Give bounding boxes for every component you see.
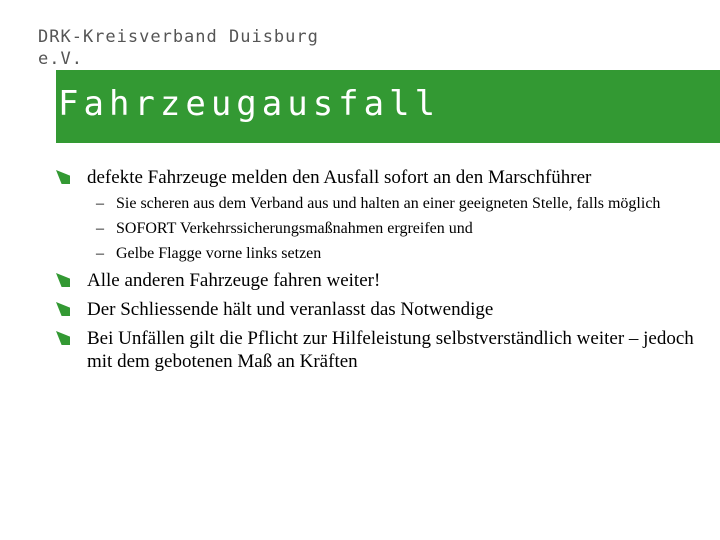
sub-list-item	[56, 194, 676, 214]
organization-name: DRK-Kreisverband Duisburg	[38, 27, 319, 47]
organization-suffix: e.V.	[38, 49, 83, 69]
dash-marker: –	[96, 220, 104, 237]
dash-marker: –	[96, 245, 104, 262]
green-diamond-bullet-icon	[56, 331, 70, 345]
sub-list	[56, 194, 696, 264]
green-diamond-bullet-icon	[56, 273, 70, 287]
list-item	[56, 327, 696, 373]
sub-list-item-text: Sie scheren aus dem Verband aus und halten an einer geeigneten Stelle, falls möglich	[116, 195, 661, 212]
list-item-text: Bei Unfällen gilt die Pflicht zur Hilfeleistung selbstverständlich weiter – jedoch mit dem gebotenen Maß an Kräften	[87, 328, 694, 372]
sub-list-item	[56, 219, 676, 239]
list-item-text: defekte Fahrzeuge melden den Ausfall sofort an den Marschführer	[87, 167, 592, 188]
slide-title: Fahrzeugausfall	[58, 84, 441, 124]
organization-header	[38, 26, 458, 70]
list-item-text: Der Schliessende hält und veranlasst das Notwendige	[87, 299, 494, 320]
list-item-text: Alle anderen Fahrzeuge fahren weiter!	[87, 270, 381, 291]
sub-list-item-text: SOFORT Verkehrssicherungsmaßnahmen ergreifen und	[116, 220, 473, 237]
list-item	[56, 298, 696, 321]
sub-list-item-text: Gelbe Flagge vorne links setzen	[116, 245, 322, 262]
green-diamond-bullet-icon	[56, 170, 70, 184]
bullet-list	[56, 166, 696, 379]
title-bar	[56, 70, 720, 143]
sub-list-item	[56, 244, 676, 264]
list-item	[56, 269, 696, 292]
green-diamond-bullet-icon	[56, 302, 70, 316]
list-item	[56, 166, 696, 189]
dash-marker: –	[96, 195, 104, 212]
